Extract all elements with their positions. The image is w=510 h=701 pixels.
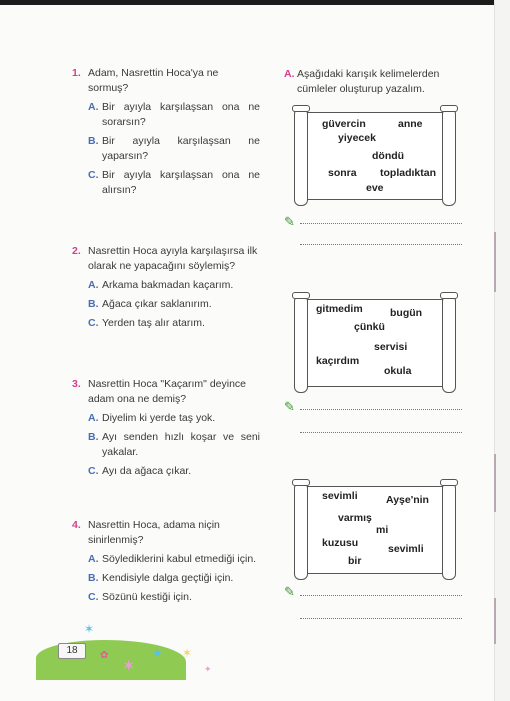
scrambled-word: mi: [376, 524, 389, 536]
word-scroll-1: [292, 108, 462, 204]
answer-line[interactable]: [300, 595, 462, 596]
top-edge: [0, 0, 510, 5]
question-3: [72, 377, 260, 479]
scroll-cap: [440, 292, 458, 299]
question-4: [72, 518, 260, 605]
scrambled-word: sevimli: [388, 543, 424, 555]
scrambled-word: bugün: [390, 307, 423, 319]
scroll-cap: [440, 479, 458, 486]
scroll-cap: [292, 105, 310, 112]
pencil-icon: ✎: [284, 399, 295, 414]
scroll-rod: [294, 482, 308, 580]
instruction-text: Aşağıdaki karışık kelimelerden cümleler oluşturup yazalım.: [297, 68, 440, 95]
question-2: [72, 244, 260, 331]
pencil-icon: ✎: [284, 584, 295, 599]
scrambled-word: okula: [384, 365, 412, 377]
option-a[interactable]: A. Arkama bakmadan kaçarım.: [88, 279, 234, 291]
scroll-rod: [294, 295, 308, 393]
option-c[interactable]: C. Yerden taş alır atarım.: [88, 317, 205, 329]
page-edge: [494, 0, 510, 701]
answer-line[interactable]: [300, 223, 462, 224]
question-stem: Nasrettin Hoca, adama niçin sinirlenmiş?: [88, 519, 220, 546]
question-number: 1.: [72, 67, 81, 79]
scrambled-word: sonra: [328, 167, 357, 179]
option-c[interactable]: C. Sözünü kestiği için.: [88, 591, 192, 603]
scrambled-word: çünkü: [354, 321, 385, 333]
answer-line[interactable]: [300, 618, 462, 619]
scrambled-word: varmış: [338, 512, 372, 524]
option-b[interactable]: B. Kendisiyle dalga geçtiği için.: [88, 572, 234, 584]
option-c[interactable]: C. Ayı da ağaca çıkar.: [88, 465, 192, 477]
scroll-cap: [292, 292, 310, 299]
section-a-instruction: [284, 67, 474, 97]
question-stem: Nasrettin Hoca "Kaçarım" deyince adam ona ne demiş?: [88, 378, 247, 405]
question-1: [72, 66, 260, 198]
question-number: 3.: [72, 378, 81, 390]
scroll-cap: [292, 479, 310, 486]
scrambled-word: kuzusu: [322, 537, 359, 549]
question-number: 2.: [72, 245, 81, 257]
option-a[interactable]: A. Bir ayıyla karşılaşsan ona ne sorarsın?: [88, 101, 260, 128]
scrambled-word: sevimli: [322, 490, 358, 502]
option-a[interactable]: A. Diyelim ki yerde taş yok.: [88, 412, 216, 424]
scroll-cap: [440, 105, 458, 112]
question-number: 4.: [72, 519, 81, 531]
section-letter: A.: [284, 68, 295, 80]
scrambled-word: gitmedim: [316, 303, 363, 315]
word-scroll-2: [292, 295, 462, 391]
page-number: 18: [58, 643, 86, 659]
question-stem: Nasrettin Hoca ayıyla karşılaşırsa ilk olarak ne yapacağını söylemiş?: [88, 245, 258, 272]
option-a[interactable]: A. Söylediklerini kabul etmediği için.: [88, 553, 257, 565]
option-c[interactable]: C. Bir ayıyla karşılaşsan ona ne alırsın?: [88, 169, 260, 196]
answer-line[interactable]: [300, 432, 462, 433]
answer-line[interactable]: [300, 244, 462, 245]
option-b[interactable]: B. Ağaca çıkar saklanırım.: [88, 298, 212, 310]
option-b[interactable]: B. Ayı senden hızlı koşar ve seni yakalar.: [88, 431, 260, 458]
pencil-icon: ✎: [284, 214, 295, 229]
answer-line[interactable]: [300, 409, 462, 410]
edge-mark: [494, 232, 496, 292]
scroll-rod: [442, 295, 456, 393]
scrambled-word: döndü: [372, 150, 405, 162]
scrambled-word: yiyecek: [338, 132, 376, 144]
scroll-rod: [442, 482, 456, 580]
scrambled-word: servisi: [374, 341, 408, 353]
star-icon: ✶: [182, 646, 193, 660]
star-icon: ✦: [204, 664, 212, 674]
star-icon: ✶: [122, 658, 136, 675]
option-b[interactable]: B. Bir ayıyla karşılaşsan ne yaparsın?: [88, 135, 260, 162]
scroll-rod: [294, 108, 308, 206]
scrambled-word: Ayşe'nin: [386, 494, 429, 506]
question-stem: Adam, Nasrettin Hoca'ya ne sormuş?: [88, 67, 219, 94]
edge-mark: [494, 454, 496, 512]
scrambled-word: eve: [366, 182, 384, 194]
scroll-rod: [442, 108, 456, 206]
scrambled-word: güvercin: [322, 118, 366, 130]
star-icon: ✶: [84, 622, 95, 636]
edge-mark: [494, 598, 496, 644]
scrambled-word: topladıktan: [380, 167, 437, 179]
scrambled-word: kaçırdım: [316, 355, 360, 367]
scrambled-word: bir: [348, 555, 362, 567]
word-scroll-3: [292, 482, 462, 578]
star-icon: ★: [152, 646, 163, 660]
flower-icon: ✿: [100, 650, 109, 661]
scrambled-word: anne: [398, 118, 423, 130]
